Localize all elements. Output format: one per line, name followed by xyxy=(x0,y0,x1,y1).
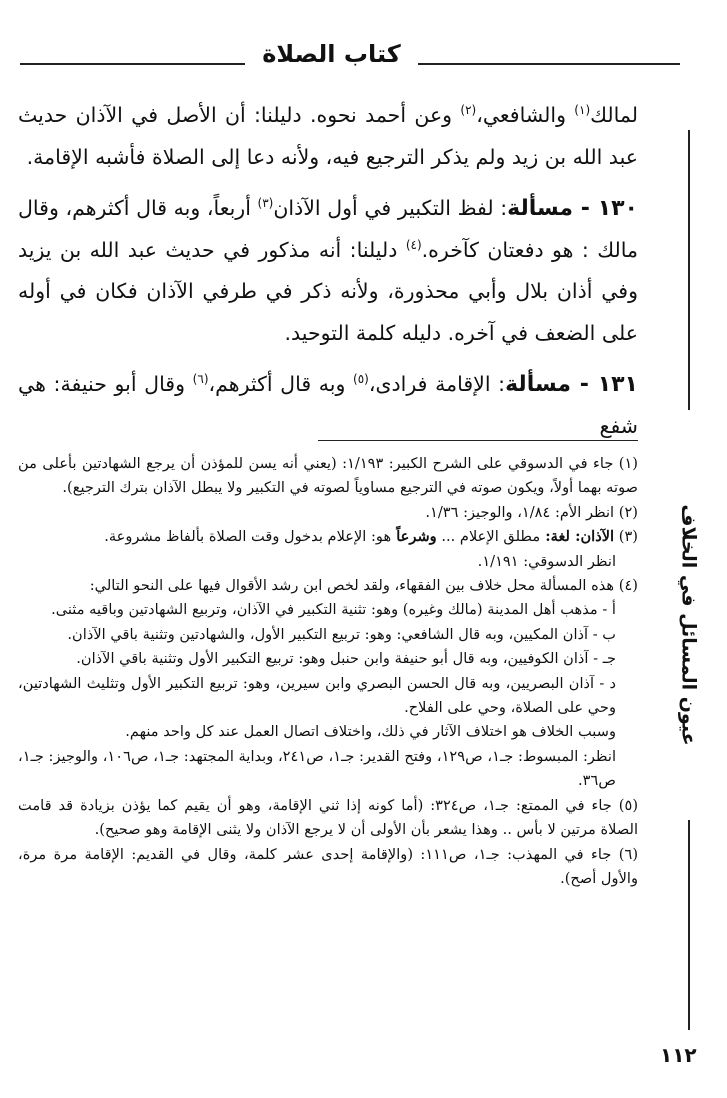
text-run: هو دفعتان كآخره. xyxy=(421,237,574,262)
side-rule-bottom xyxy=(688,820,690,1030)
footnote-4-refs: انظر: المبسوط: جـ١، ص١٢٩، وفتح القدير: جـ١، ص٢٤١، وبداية المجتهد: جـ١، ص١٠٦، والوجيز: جـ١، ص٣٦. xyxy=(18,747,617,790)
masala-130-heading: ١٣٠ - مسألة xyxy=(507,196,638,221)
footnote-4-item-b: ب - آذان المكيين، وبه قال الشافعي: وهو: تربيع التكبير الأول، والشهادتين وتثنية باقي الآذان. xyxy=(67,625,616,643)
footnote-3 xyxy=(18,525,638,549)
footnote-divider xyxy=(318,440,638,441)
footnote-1: (١) جاء في الدسوقي على الشرح الكبير: ١/١٩٣: (يعني أنه يسن للمؤذن أن يرجع الشهادتين بأعلى من صوته بهما أولاً، ويكون صوته في الترجيع مساوياً لصوته في التكبير ولا يبطل الآذان بترك الترجيع). xyxy=(18,455,638,497)
footnote-2: (٢) انظر الأم: ١/٨٤، والوجيز: ١/٣٦. xyxy=(425,503,638,521)
text-run: آخره. دليله كلمة التوحيد. xyxy=(284,320,495,345)
footnote-ref-6[interactable]: (٦) xyxy=(192,372,209,387)
header-rule-left xyxy=(20,63,245,65)
side-rule-top xyxy=(688,130,690,410)
paragraph-intro xyxy=(18,95,638,178)
text-run: وبه قال أكثرهم، xyxy=(208,372,354,396)
text-run: بلال وأبي محذورة، ولأنه ذكر في طرفي الآذان فكان في أوله على الضعف في xyxy=(18,279,638,345)
text-run: لمالك xyxy=(590,103,638,127)
side-book-title-text: عيون المسائل في الخلاف xyxy=(678,504,700,746)
text-run: مطلق الإعلام ... xyxy=(436,528,541,546)
page-number: ١١٢ xyxy=(660,1043,697,1067)
footnote-ref-5[interactable]: (٥) xyxy=(353,372,369,387)
text-run: : لفظ التكبير في أول الآذان xyxy=(273,196,508,220)
footnote-4-item-a: أ - مذهب أهل المدينة (مالك وغيره) وهو: تثنية التكبير في الآذان، وتربيع الشهادتين وباقيه مثنى. xyxy=(51,601,616,619)
text-run: هو: الإعلام بدخول وقت الصلاة بألفاظ مشروعة. xyxy=(104,528,392,546)
footnote-ref-4[interactable]: (٤) xyxy=(405,237,422,252)
text-run: أربعاً، وبه قال أكثرهم، وقال مالك : xyxy=(18,196,638,262)
text-run: وعن أحمد نحوه. دليلنا: أن الأصل في الآذان حديث xyxy=(18,103,461,127)
footnote-4-reason: وسبب الخلاف هو اختلاف الآثار في ذلك، واختلاف اتصال العمل عند كل واحد منهم. xyxy=(125,723,616,741)
footnote-3-source: انظر الدسوقي: ١/١٩١. xyxy=(477,552,616,570)
footnote-ref-3[interactable]: (٣) xyxy=(257,196,274,211)
footnote-4: (٤) هذه المسألة محل خلاف بين الفقهاء، ولقد لخص ابن رشد الأقوال فيها على النحو التالي: xyxy=(89,577,638,595)
page-title: كتاب الصلاة xyxy=(262,40,401,68)
text-run: : الإقامة فرادى، xyxy=(368,372,506,396)
text-run: دليلنا: أنه مذكور في حديث عبد الله بن يزيد وفي أذان xyxy=(18,237,638,303)
masala-131 xyxy=(18,364,638,447)
footnote-5: (٥) جاء في الممتع: جـ١، ص٣٢٤: (أما كونه إذا ثني الإقامة، وهو أن يقيم كما يؤذن بزيادة قد قامت الصلاة مرتين لا بأس .. وهذا يشعر بأن الأولى أن لا يرجع الآذان ولا يثنى الإقامة وهو صحيح). xyxy=(18,796,639,839)
side-book-title-strip xyxy=(668,430,710,1030)
term-sharan: وشرعاً xyxy=(391,528,437,546)
text-run: عبد الله بن زيد ولم يذكر الترجيع فيه، ولأنه دعا إلى الصلاة فأشبه الإقامة. xyxy=(26,144,638,169)
footnote-4-item-d: د - آذان البصريين، وبه قال الحسن البصري وابن سيرين، وهو: تربيع التكبير الأول وتثليث الشهادتين، وحي على الصلاة، وحي على الفلاح. xyxy=(18,674,616,717)
text-run: (٣) xyxy=(614,528,638,546)
main-body xyxy=(18,95,638,447)
footnote-ref-2[interactable]: (٢) xyxy=(460,103,477,118)
masala-131-heading: ١٣١ - مسألة xyxy=(505,372,638,397)
term-adhan-lugha: الآذان: لغة: xyxy=(540,528,615,546)
masala-130 xyxy=(18,188,638,354)
footnote-4-item-c: جـ - آذان الكوفيين، وبه قال أبو حنيفة وابن حنبل وهو: تربيع التكبير الأول وتثنية باقي الآذان. xyxy=(76,650,616,668)
text-run: والشافعي، xyxy=(476,103,575,127)
footnote-ref-1[interactable]: (١) xyxy=(574,103,591,118)
text-run: وقال أبو حنيفة: هي شفع xyxy=(18,372,638,438)
side-book-title xyxy=(668,450,710,800)
header-rule-right xyxy=(418,63,680,65)
footnote-6: (٦) جاء في المهذب: جـ١، ص١١١: (والإقامة إحدى عشر كلمة، وقال في القديم: الإقامة مرة مرة، والأول أصح). xyxy=(18,845,639,887)
footnotes xyxy=(18,452,638,891)
